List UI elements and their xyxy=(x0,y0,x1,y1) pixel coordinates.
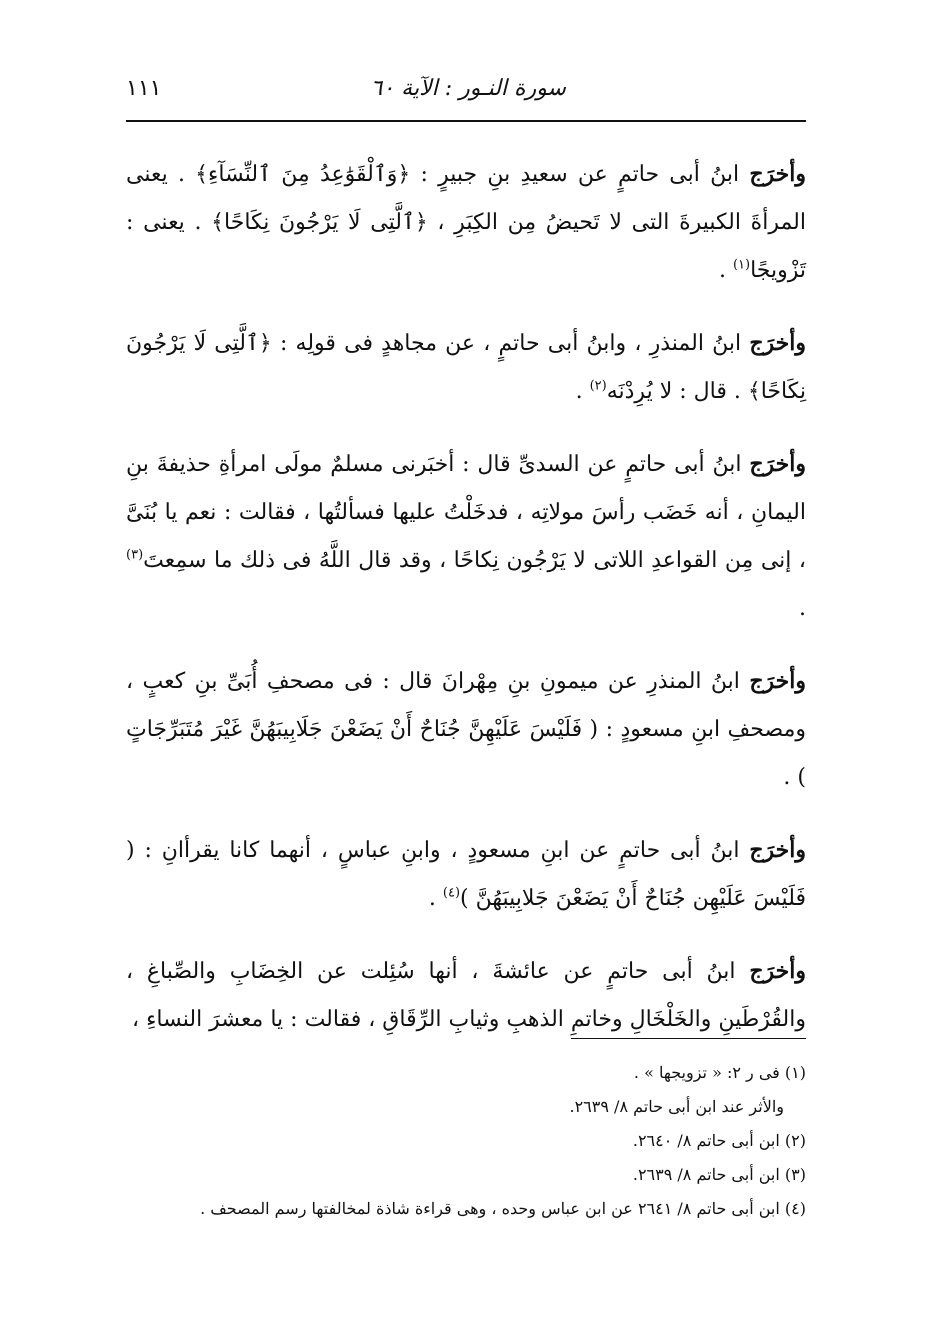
running-title: سورة النـور : الآية ٦٠ xyxy=(370,76,566,101)
paragraph-text: . xyxy=(718,258,733,283)
page-number: ١١١ xyxy=(126,76,162,101)
paragraph-text: ابنُ المنذرِ ، وابنُ أبى حاتمٍ ، عن مجاهدٍ فى قولِه : ﴿ٱلَّتِى لَا يَرْجُونَ نِكَاحًا﴾ . قال : لا يُرِدْنَه xyxy=(126,331,806,404)
paragraph-text: . xyxy=(799,596,806,621)
footnote: (٢) ابن أبى حاتم ٨/ ٢٦٤٠. xyxy=(632,1131,806,1150)
footnote: والأثر عند ابن أبى حاتم ٨/ ٢٦٣٩. xyxy=(569,1097,784,1116)
footnote: (٣) ابن أبى حاتم ٨/ ٢٦٣٩. xyxy=(632,1165,806,1184)
paragraph-lead-word: وأخرَج xyxy=(749,668,806,694)
paragraph-text: ابنُ أبى حاتمٍ عن ابنِ مسعودٍ ، وابنِ عباسٍ ، أنهما كانا يقرأانِ : ( فَلَيْسَ عَلَيْهِن جُنَاحٌ أَنْ يَضَعْنَ جَلابِيبَهُنَّ ) xyxy=(126,838,806,911)
paragraph-text: . xyxy=(428,886,443,911)
paragraph-lead-word: وأخرَج xyxy=(749,330,806,356)
paragraph xyxy=(126,440,806,633)
paragraph-lead-word: وأخرَج xyxy=(749,958,806,984)
paragraph-text: ابنُ أبى حاتمٍ عن عائشةَ ، أنها سُئِلت عن الخِضَابِ والصِّباغِ ، والقُرْطَينِ والخَلْخَالِ وخاتمِ الذهبِ وثيابِ الرِّقَاقِ ، فقالت : يا معشرَ النساءِ ، xyxy=(126,959,806,1032)
paragraph-text: ابنُ المنذرِ عن ميمونِ بنِ مِهْرانَ قال : فى مصحفِ أُبَىِّ بنِ كعبٍ ، ومصحفِ ابنِ مسعودٍ : ( فَلَيْسَ عَلَيْهِنَّ جُنَاحٌ أَنْ يَضَعْنَ جَلَابِيبَهُنَّ غَيْرَ مُتَبَرِّجَاتٍ ) . xyxy=(126,669,806,790)
paragraph xyxy=(126,947,806,1044)
footnote: (٤) ابن أبى حاتم ٨/ ٢٦٤١ عن ابن عباس وحده ، وهى قراءة شاذة لمخالفتها رسم المصحف . xyxy=(200,1199,806,1218)
paragraph xyxy=(126,657,806,802)
paragraph xyxy=(126,826,806,923)
paragraph-lead-word: وأخرَج xyxy=(749,837,806,863)
footnote: (١) فى ر ٢: « تزويجها » . xyxy=(633,1063,806,1082)
footnote-reference: (٤) xyxy=(442,885,461,901)
footnote-reference: (٢) xyxy=(589,378,607,394)
paragraph-text: ابنُ أبى حاتمٍ عن السدىِّ قال : أخبَرنى مسلمٌ مولَى امرأةِ حذيفةَ بنِ اليمانِ ، أنه خَضَب رأسَ مولاتِه ، فدخَلْتُ عليها فسألتُها ، فقالت : نعم يا بُنَىَّ ، إنى مِن القواعدِ اللاتى لا يَرْجُون نِكاحًا ، وقد قال اللَّهُ فى ذلك ما سمِعتَ xyxy=(126,452,806,573)
paragraph xyxy=(126,319,806,416)
paragraph-text: ابنُ أبى حاتمٍ عن سعيدِ بنِ جبيرٍ : ﴿وَٱلْقَوَٰعِدُ مِنَ ٱلنِّسَآءِ﴾ . يعنى المرأةَ الكبيرةَ التى لا تَحيضُ مِن الكِبَرِ ، ﴿ٱلَّتِى لَا يَرْجُونَ نِكَاحًا﴾ . يعنى : تَزْويجًا xyxy=(126,162,806,283)
footnote-reference: (١) xyxy=(732,257,751,273)
main-text xyxy=(126,150,806,1068)
paragraph-text: . xyxy=(575,379,590,404)
paragraph-lead-word: وأخرَج xyxy=(749,451,806,477)
header-rule xyxy=(126,120,806,122)
footnotes xyxy=(126,1056,806,1226)
paragraph xyxy=(126,150,806,295)
page-header xyxy=(126,70,806,110)
footnote-rule xyxy=(571,1038,806,1039)
footnote-reference: (٣) xyxy=(126,547,144,563)
paragraph-lead-word: وأخرَج xyxy=(749,161,806,187)
